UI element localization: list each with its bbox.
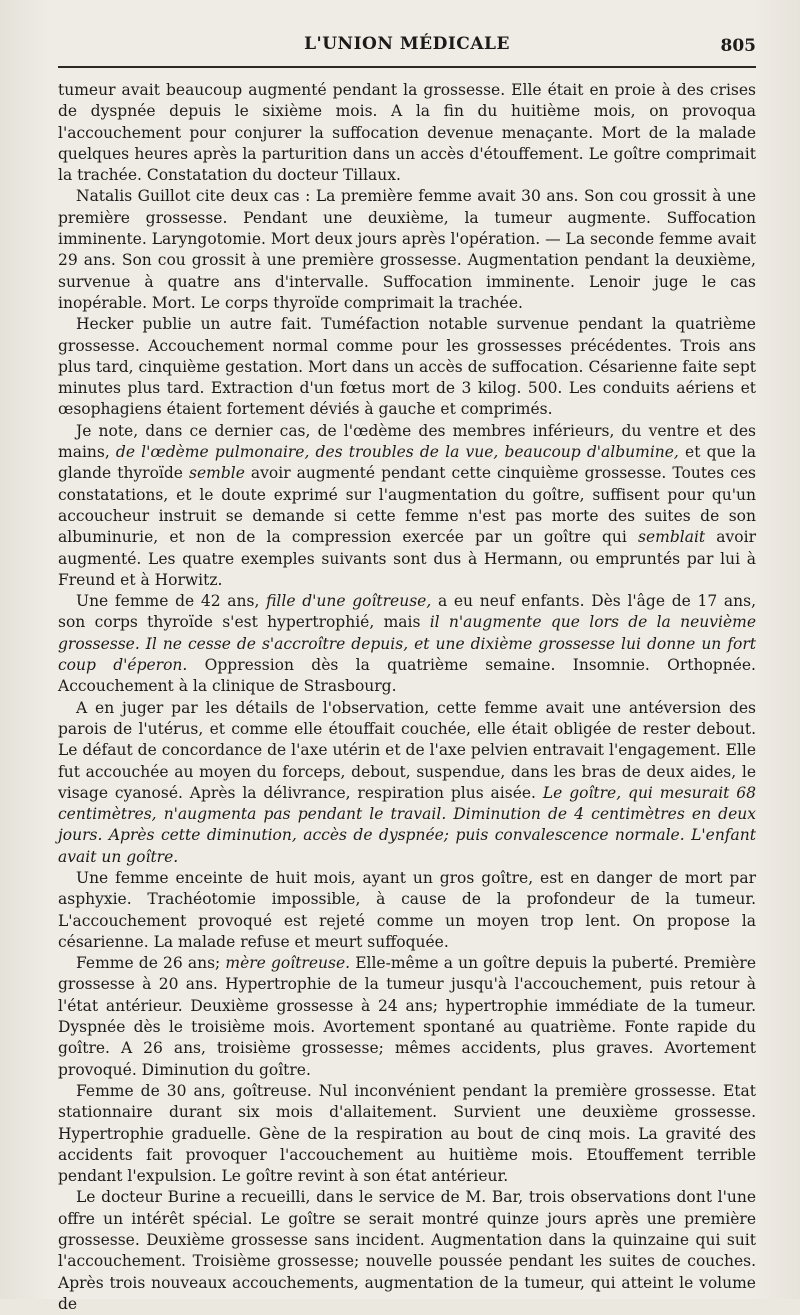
paragraph <box>58 591 756 697</box>
italic-text: fille d'une goîtreuse, <box>266 592 432 611</box>
italic-text: Le goître, qui mesurait 68 centimètres, n'augmenta pas pendant le travail. Diminution de 4 centimètres en deux jours. Après cette diminution, accès de dyspnée; puis convalescence normale. L'enfant avait un goître. <box>58 783 756 866</box>
text-run: Femme de 30 ans, goîtreuse. Nul inconvénient pendant la première grossesse. Etat stationnaire durant six mois d'allaitement. Survient une deuxième grossesse. Hypertrophie graduelle. Gène de la respiration au bout de cinq mois. La gravité des accidents fait provoquer l'accouchement au huitième mois. Etouffement terrible pendant l'expulsion. Le goître revint à son état antérieur. <box>58 1081 756 1186</box>
paragraph <box>58 698 756 868</box>
paragraph <box>58 80 756 186</box>
italic-text: mère goîtreuse. <box>225 954 351 973</box>
running-head <box>58 34 756 62</box>
italic-text: semblait <box>638 528 706 547</box>
text-run: Le docteur Burine a recueilli, dans le service de M. Bar, trois observations dont l'une offre un intérêt spécial. Le goître se serait montré quinze jours après une première grossesse. Deuxième grossesse sans incident. Augmentation dans la quinzaine qui suit l'accouchement. Troisième grossesse; nouvelle poussée pendant les suites de couches. Après trois nouveaux accouchements, augmentation de la tumeur, qui atteint le volume de <box>58 1188 756 1313</box>
text-run: a eu neuf enfants. Dès l'âge de 17 ans, son corps thyroïde s'est hypertrophié, mais <box>58 592 756 632</box>
paragraph <box>58 186 756 314</box>
text-run: Natalis Guillot cite deux cas : La première femme avait 30 ans. Son cou grossit à une première grossesse. Pendant une deuxième, la tumeur augmente. Suffocation imminente. Laryngotomie. Mort deux jours après l'opération. — La seconde femme avait 29 ans. Son cou grossit à une première grossesse. Augmentation pendant la deuxième, survenue à quatre ans d'intervalle. Suffocation imminente. Lenoir juge le cas inopérable. Mort. Le corps thyroïde comprimait la trachée. <box>58 187 756 312</box>
text-run: Elle-même a un goître depuis la puberté. Première grossesse à 20 ans. Hypertrophie de la tumeur jusqu'à l'accouchement, puis retour à l'état antérieur. Deuxième grossesse à 24 ans; hypertrophie immédiate de la tumeur. Dyspnée dès le troisième mois. Avortement spontané au quatrième. Fonte rapide du goître. A 26 ans, troisième grossesse; mêmes accidents, plus graves. Avortement provoqué. Diminution du goître. <box>58 954 757 1079</box>
text-run: Oppression dès la quatrième semaine. Insomnie. Orthopnée. Accouchement à la clinique de Strasbourg. <box>58 656 756 696</box>
text-run: tumeur avait beaucoup augmenté pendant la grossesse. Elle était en proie à des crises de dyspnée depuis le sixième mois. A la fin du huitième mois, on provoqua l'accouchement pour conjurer la suffocation devenue menaçante. Mort de la malade quelques heures après la parturition dans un accès d'étouffement. Le goître comprimait la trachée. Constatation du docteur Tillaux. <box>58 81 756 185</box>
paragraph <box>58 953 756 1081</box>
running-title: L'UNION MÉDICALE <box>304 34 510 54</box>
paragraph <box>58 314 756 420</box>
paragraph <box>58 421 756 591</box>
paragraph <box>58 1187 756 1315</box>
italic-text: de l'œdème pulmonaire, des troubles de la vue, beaucoup d'albumine, <box>115 443 679 462</box>
text-run: et que la glande thyroïde <box>58 443 757 483</box>
italic-text: il n'augmente que lors de la neuvième grossesse. Il ne cesse de s'accroître depuis, et une dixième grossesse lui donne un fort coup d'éperon. <box>58 613 756 675</box>
header-rule <box>58 66 756 68</box>
text-run: avoir augmenté pendant cette cinquième grossesse. Toutes ces constatations, et le doute exprimé sur l'augmentation du goître, suffisent pour qu'un accoucheur instruit se demande si cette femme n'est pas morte des suites de son albuminurie, et non de la compression exercée par un goître qui <box>58 464 756 547</box>
paragraph <box>58 868 756 953</box>
page-number: 805 <box>720 36 756 56</box>
text-run: Femme de 26 ans; <box>76 954 226 973</box>
article-body <box>58 80 756 1315</box>
text-run: Une femme enceinte de huit mois, ayant un gros goître, est en danger de mort par asphyxie. Trachéotomie impossible, à cause de la profondeur de la tumeur. L'accouchement provoqué est rejeté comme un moyen trop lent. On propose la césarienne. La malade refuse et meurt suffoquée. <box>58 868 756 951</box>
text-run: Hecker publie un autre fait. Tuméfaction notable survenue pendant la quatrième grossesse. Accouchement normal comme pour les grossesses précédentes. Trois ans plus tard, cinquième gestation. Mort dans un accès de suffocation. Césarienne faite sept minutes plus tard. Extraction d'un fœtus mort de 3 kilog. 500. Les conduits aériens et œsophagiens étaient fortement déviés à gauche et comprimés. <box>58 315 756 419</box>
text-run: A en juger par les détails de l'observation, cette femme avait une antéversion des parois de l'utérus, et comme elle étouffait couchée, elle était obligée de rester debout. Le défaut de concordance de l'axe utérin et de l'axe pelvien entravait l'engagement. Elle fut accouchée au moyen du forceps, debout, suspendue, dans les bras de deux aides, le visage cyanosé. Après la délivrance, respiration plus aisée. <box>58 698 756 802</box>
text-run: Je note, dans ce dernier cas, de l'œdème des membres inférieurs, du ventre et des mains, <box>58 421 756 462</box>
text-run: avoir augmenté. Les quatre exemples suivants sont dus à Hermann, ou empruntés par lui à Freund et à Horwitz. <box>58 528 756 589</box>
paragraph <box>58 1081 756 1187</box>
text-run: Une femme de 42 ans, <box>76 592 267 611</box>
italic-text: semble <box>189 464 245 483</box>
